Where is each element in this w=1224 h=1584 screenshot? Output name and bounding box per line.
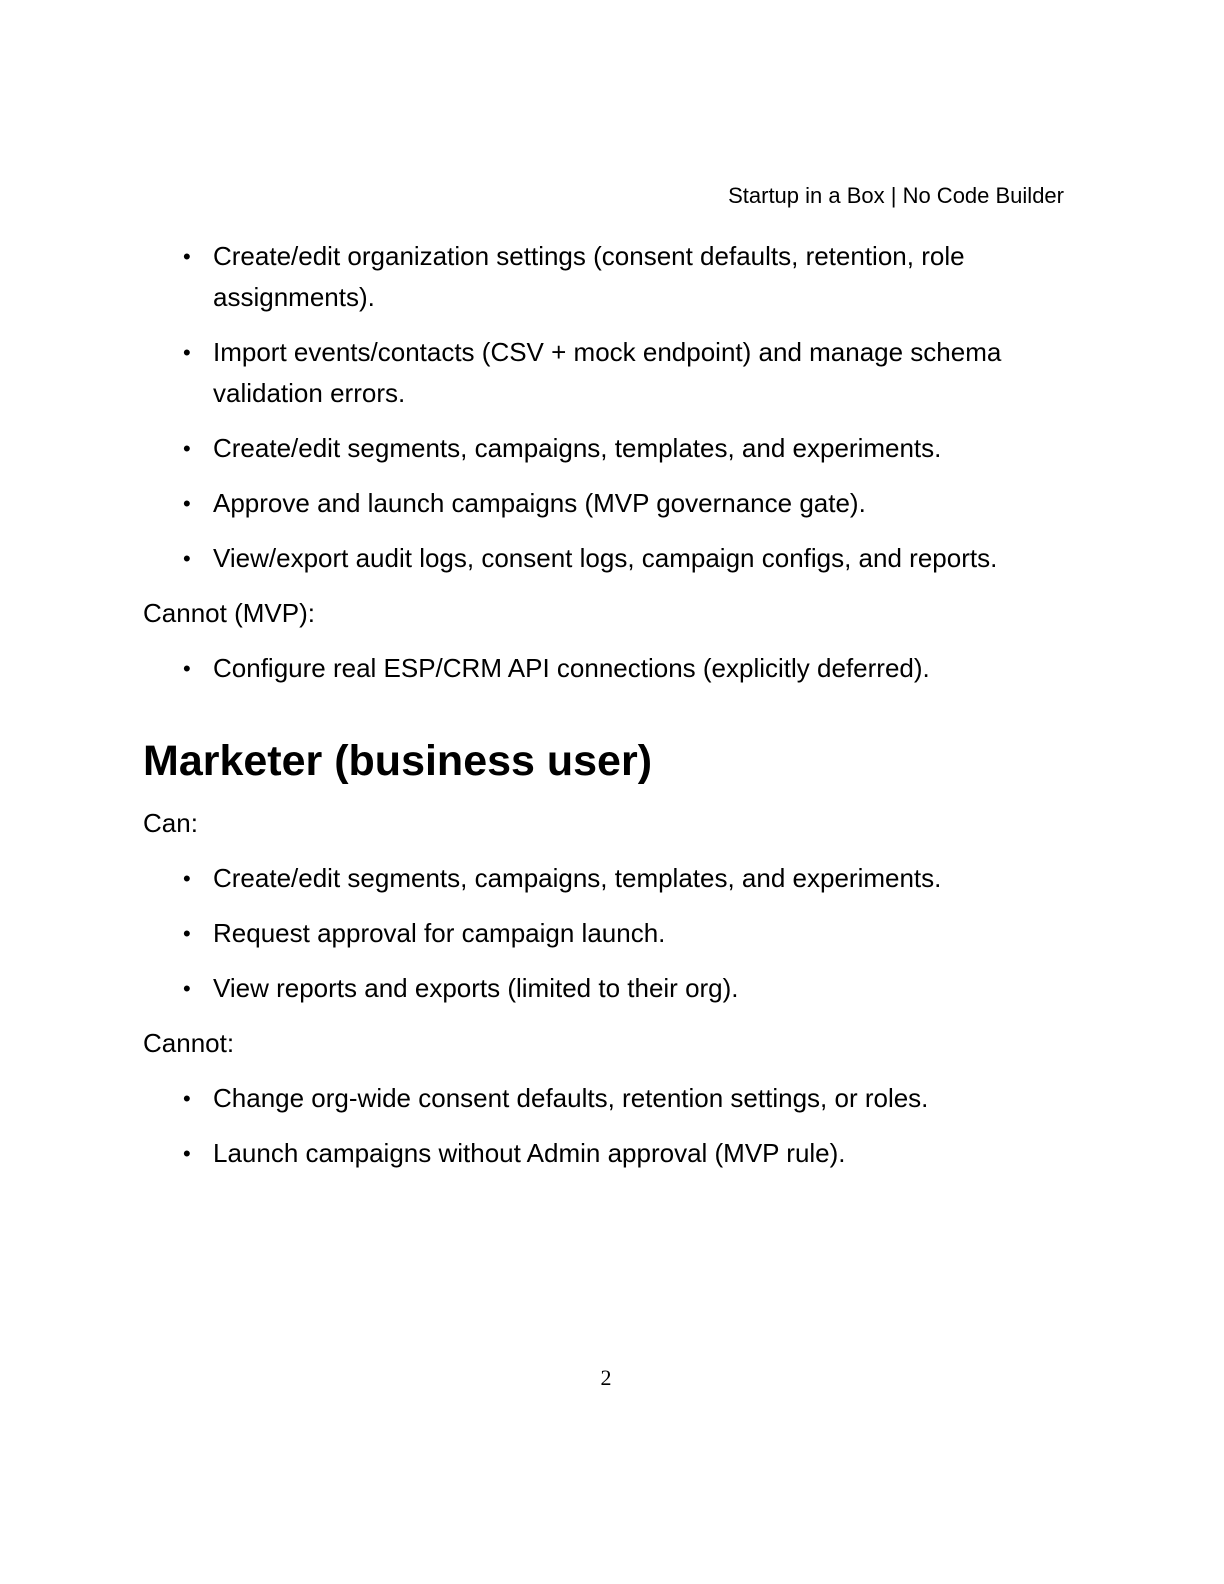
list-item — [143, 1078, 1043, 1119]
list-item-text: View/export audit logs, consent logs, campaign configs, and reports. — [213, 543, 998, 573]
bullet-icon: • — [183, 921, 191, 946]
bullet-icon: • — [183, 1141, 191, 1166]
marketer-cannot-list — [143, 1078, 1043, 1174]
page-content — [143, 236, 1043, 1188]
list-item — [143, 236, 1043, 318]
list-item-text: Request approval for campaign launch. — [213, 918, 666, 948]
marketer-can-label: Can: — [143, 808, 198, 838]
list-item-text: Change org-wide consent defaults, retention settings, or roles. — [213, 1083, 929, 1113]
list-item-text: Approve and launch campaigns (MVP governance gate). — [213, 488, 866, 518]
running-header: Startup in a Box | No Code Builder — [728, 183, 1064, 208]
admin-cannot-label: Cannot (MVP): — [143, 598, 315, 628]
list-item-text: View reports and exports (limited to their org). — [213, 973, 739, 1003]
list-item-text: Create/edit organization settings (consent defaults, retention, role assignments). — [213, 241, 965, 312]
admin-cannot-list — [143, 648, 1043, 689]
list-item-text: Launch campaigns without Admin approval (MVP rule). — [213, 1138, 846, 1168]
list-item-text: Create/edit segments, campaigns, templates, and experiments. — [213, 433, 942, 463]
list-item — [143, 332, 1043, 414]
list-item — [143, 648, 1043, 689]
bullet-icon: • — [183, 866, 191, 891]
list-item — [143, 483, 1043, 524]
bullet-icon: • — [183, 244, 191, 269]
marketer-heading: Marketer (business user) — [143, 737, 653, 785]
bullet-icon: • — [183, 546, 191, 571]
admin-can-list — [143, 236, 1043, 579]
bullet-icon: • — [183, 976, 191, 1001]
bullet-icon: • — [183, 656, 191, 681]
list-item-text: Import events/contacts (CSV + mock endpoint) and manage schema validation errors. — [213, 337, 1002, 408]
list-item-text: Configure real ESP/CRM API connections (explicitly deferred). — [213, 653, 930, 683]
marketer-can-list — [143, 858, 1043, 1009]
marketer-cannot-label: Cannot: — [143, 1028, 235, 1058]
list-item — [143, 1133, 1043, 1174]
bullet-icon: • — [183, 340, 191, 365]
page-number: 2 — [600, 1365, 612, 1390]
list-item — [143, 858, 1043, 899]
bullet-icon: • — [183, 1086, 191, 1111]
list-item — [143, 913, 1043, 954]
bullet-icon: • — [183, 436, 191, 461]
bullet-icon: • — [183, 491, 191, 516]
list-item-text: Create/edit segments, campaigns, templates, and experiments. — [213, 863, 942, 893]
list-item — [143, 428, 1043, 469]
list-item — [143, 538, 1043, 579]
list-item — [143, 968, 1043, 1009]
